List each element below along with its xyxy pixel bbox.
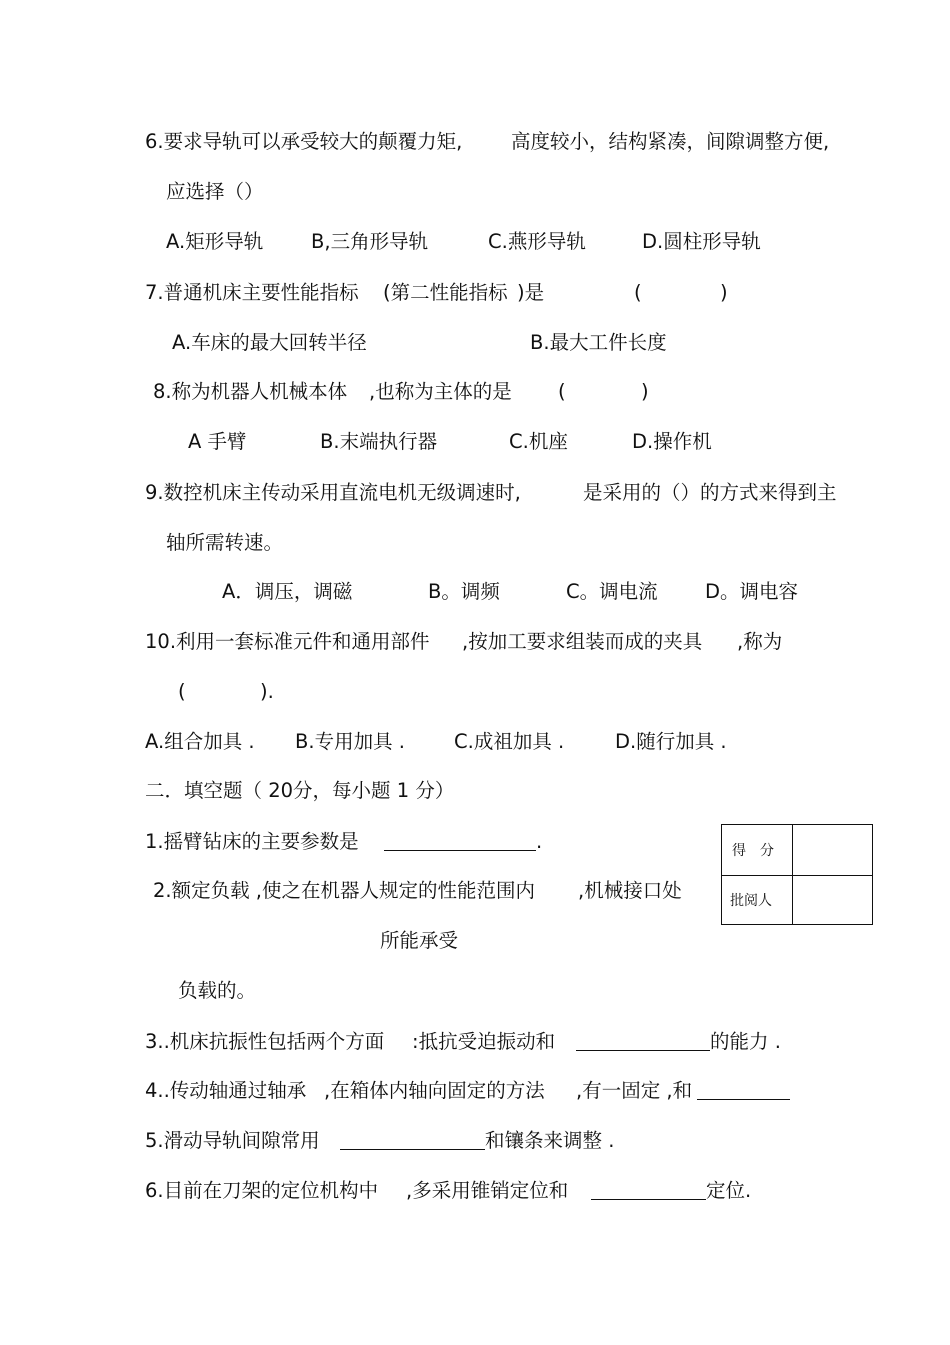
fill-1-text-a: 1.摇臂钻床的主要参数是 [145, 830, 359, 853]
score-table [721, 824, 873, 925]
q10-option-a: A.组合加具 . [145, 730, 255, 753]
q6-option-c: C.燕形导轨 [488, 230, 586, 253]
q7-paren-close: ) [720, 281, 728, 304]
q10-stem-b: ,按加工要求组装而成的夹具 [462, 630, 703, 653]
q9-option-b: B。调频 [428, 580, 500, 603]
q9-option-d: D。调电容 [705, 580, 799, 603]
q6-stem-a: 6.要求导轨可以承受较大的颠覆力矩, [145, 130, 463, 153]
fill-3-blank[interactable] [576, 1032, 710, 1051]
q6-stem-c: 应选择（） [166, 180, 264, 203]
q6-option-b: B,三角形导轨 [311, 230, 429, 253]
q10-paren-open: ( [178, 680, 186, 703]
q6-option-d: D.圆柱形导轨 [642, 230, 761, 253]
q10-paren-close: ). [260, 680, 274, 703]
fill-1-text-b: . [536, 830, 543, 853]
q8-paren-close: ) [641, 380, 649, 403]
q10-option-b: B.专用加具 . [295, 730, 405, 753]
fill-6-text-c: 定位. [706, 1179, 752, 1202]
fill-4-blank[interactable] [697, 1081, 790, 1100]
q6-option-a: A.矩形导轨 [166, 230, 264, 253]
fill-2-text-c: 所能承受 [380, 929, 459, 952]
q8-option-b: B.末端执行器 [320, 430, 438, 453]
fill-3-text-c: 的能力 . [710, 1030, 781, 1053]
q7-option-b: B.最大工件长度 [530, 331, 667, 354]
q7-stem-c: )是 [517, 281, 545, 304]
fill-5-text-a: 5.滑动导轨间隙常用 [145, 1129, 320, 1152]
fill-5-blank[interactable] [340, 1131, 485, 1150]
fill-2-text-a: 2.额定负载 ,使之在机器人规定的性能范围内 [153, 879, 536, 902]
q7-option-a: A.车床的最大回转半径 [172, 331, 367, 354]
fill-1-blank[interactable] [384, 832, 536, 851]
fill-2-text-d: 负载的。 [178, 979, 257, 1002]
q8-option-d: D.操作机 [632, 430, 712, 453]
q8-stem-b: ,也称为主体的是 [369, 380, 512, 403]
fill-4-text-b: ,在箱体内轴向固定的方法 [324, 1079, 545, 1102]
fill-4-text-a: 4..传动轴通过轴承 [145, 1079, 307, 1102]
q9-stem-a: 9.数控机床主传动采用直流电机无级调速时, [145, 481, 521, 504]
q8-paren-open: ( [558, 380, 566, 403]
fill-4-text-c: ,有一固定 ,和 [576, 1079, 693, 1102]
fill-3-text-a: 3..机床抗振性包括两个方面 [145, 1030, 385, 1053]
q9-option-a: A．调压，调磁 [222, 580, 353, 603]
q9-stem-b: 是采用的（）的方式来得到主 [583, 481, 837, 504]
q9-stem-c: 轴所需转速。 [166, 531, 284, 554]
q10-option-c: C.成祖加具 . [454, 730, 565, 753]
fill-6-blank[interactable] [591, 1181, 706, 1200]
q7-paren-open: ( [634, 281, 642, 304]
q7-stem-a: 7.普通机床主要性能指标 [145, 281, 359, 304]
fill-3-text-b: :抵抗受迫振动和 [412, 1030, 556, 1053]
q8-option-a: A 手臂 [188, 430, 247, 453]
q10-stem-a: 10.利用一套标准元件和通用部件 [145, 630, 430, 653]
q8-option-c: C.机座 [509, 430, 568, 453]
fill-5-text-b: 和镶条来调整 . [485, 1129, 615, 1152]
q6-stem-b: 高度较小，结构紧凑，间隙调整方便, [511, 130, 830, 153]
section-2-title: 二．填空题（ 20分，每小题 1 分） [145, 779, 455, 802]
fill-6-text-a: 6.目前在刀架的定位机构中 [145, 1179, 379, 1202]
q10-option-d: D.随行加具 . [615, 730, 727, 753]
reviewer-label: 批阅人 [730, 893, 772, 909]
score-label: 得 分 [732, 843, 774, 859]
fill-2-text-b: ,机械接口处 [578, 879, 682, 902]
q10-stem-c: ,称为 [737, 630, 783, 653]
fill-6-text-b: ,多采用锥销定位和 [406, 1179, 569, 1202]
q8-stem-a: 8.称为机器人机械本体 [153, 380, 348, 403]
q9-option-c: C。调电流 [566, 580, 658, 603]
score-table-divider-h [722, 875, 872, 876]
q7-stem-b: (第二性能指标 [383, 281, 508, 304]
